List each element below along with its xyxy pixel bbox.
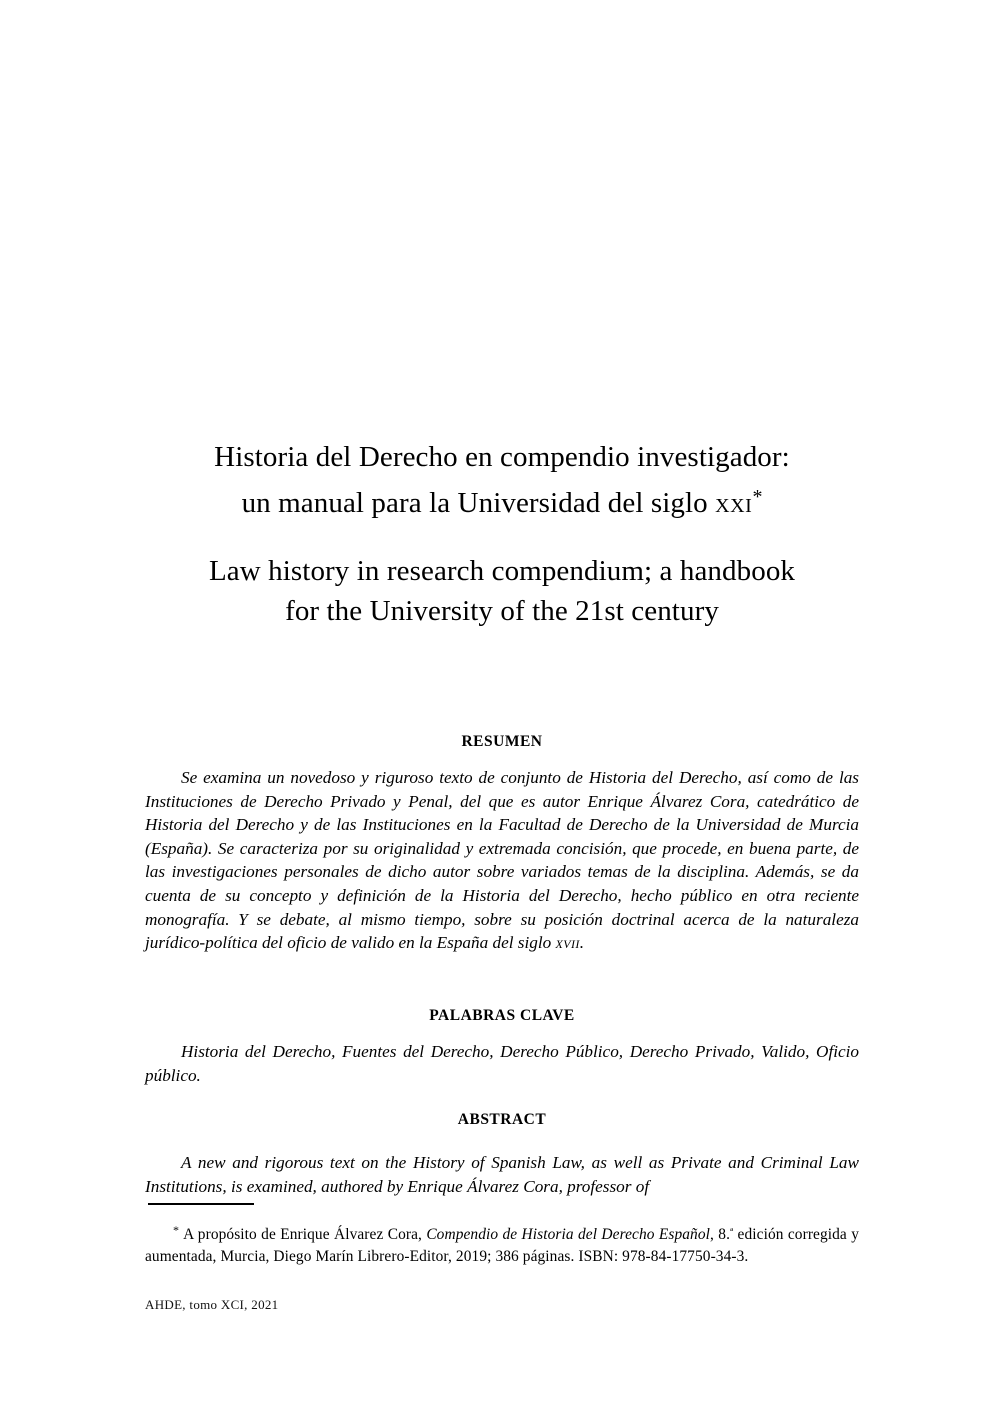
resumen-text-end: . xyxy=(579,933,585,953)
section-body-palabras-clave: Historia del Derecho, Fuentes del Derecho, Derecho Público, Derecho Privado, Valido, Oficio público. xyxy=(145,1042,859,1085)
footnote-separator-rule xyxy=(148,1203,254,1205)
resumen-century-numeral: xvii xyxy=(555,933,580,953)
title-century-numeral: xxi xyxy=(715,487,753,519)
footnote-text-intro: A propósito de Enrique Álvarez Cora, xyxy=(183,1226,427,1243)
section-heading-resumen: RESUMEN xyxy=(461,733,543,750)
section-heading-palabras-clave: PALABRAS CLAVE xyxy=(429,1007,575,1024)
footnote-publication-details: edición corregida y aumentada, Murcia, Diego Marín Librero-Editor, 2019; 386 páginas. ISBN: 978-84-17750-34-3. xyxy=(145,1226,859,1265)
title-english-line-1: Law history in research compendium; a handbook xyxy=(208,555,796,587)
article-title-spanish xyxy=(145,437,859,523)
title-spanish-line-2 xyxy=(145,477,859,523)
title-english-line-2: for the University of the 21st century xyxy=(285,595,719,627)
section-body-resumen xyxy=(145,766,859,955)
article-title-english xyxy=(145,551,859,631)
footnote-ordinal-indicator: ª xyxy=(730,1226,734,1238)
section-body-abstract: A new and rigorous text on the History of Spanish Law, as well as Private and Criminal Law Institutions, is examined, authored by Enrique Álvarez Cora, professor of xyxy=(145,1153,859,1196)
footnote-work-title: Compendio de Historia del Derecho Español xyxy=(426,1226,711,1243)
resumen-text-main: Se examina un novedoso y riguroso texto de conjunto de Historia del Derecho, así como de las Instituciones de Derecho Privado y Penal, del que es autor Enrique Álvarez Cora, catedrático de Historia del Derecho y de las Instituciones en la Facultad de Derecho de la Universidad de Murcia (España). Se caracteriza por su originalidad y extremada concisión, que procede, en buena parte, de las investigaciones personales de dicho autor sobre variados temas de la disciplina. Además, se da cuenta de su concepto y definición de la Historia del Derecho, hecho público en otra reciente monografía. Y se debate, al mismo tiempo, sobre su posición doctrinal acerca de la naturaleza jurídico-política del oficio de valido en la España del siglo xyxy=(145,768,859,953)
footnote-edition-number: , 8. xyxy=(710,1226,731,1243)
title-footnote-marker: * xyxy=(752,486,763,508)
section-heading-abstract: ABSTRACT xyxy=(457,1111,547,1128)
running-footer: AHDE, tomo XCI, 2021 xyxy=(145,1297,279,1312)
footnote-text xyxy=(145,1219,859,1268)
title-spanish-line-1: Historia del Derecho en compendio investigador: xyxy=(214,441,790,473)
title-spanish-line-2-text: un manual para la Universidad del siglo xyxy=(241,487,716,519)
footnote-marker: * xyxy=(173,1223,180,1237)
